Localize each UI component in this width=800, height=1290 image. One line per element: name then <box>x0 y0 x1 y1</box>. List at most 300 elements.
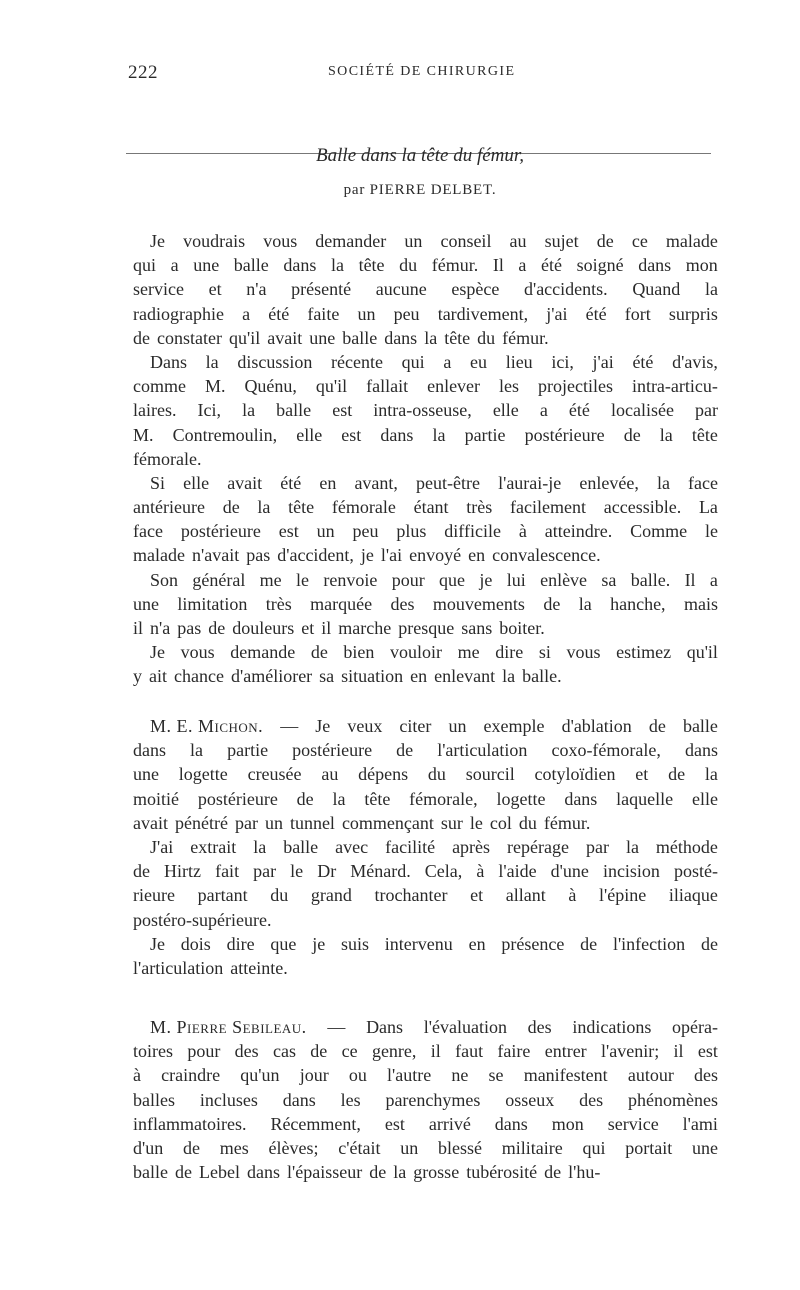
word: avec <box>335 836 369 857</box>
word: le <box>704 521 718 542</box>
word: balles <box>133 1089 175 1110</box>
word: élèves; <box>268 1137 319 1158</box>
word: étant <box>413 497 449 518</box>
word: la <box>242 400 256 421</box>
paragraph <box>133 1015 718 1184</box>
word: avant, <box>354 472 398 493</box>
word: de <box>183 1137 200 1158</box>
word: n'avait <box>191 545 240 566</box>
word: postéro-supérieure. <box>133 909 272 930</box>
word: limitation <box>177 593 248 614</box>
word: indications <box>572 1017 652 1037</box>
word: je <box>479 569 493 590</box>
word: du <box>399 255 418 276</box>
paragraph <box>133 640 718 688</box>
body-text-michon <box>133 714 718 980</box>
word: été <box>632 351 654 372</box>
word: plus <box>396 521 427 542</box>
text-line <box>133 277 718 301</box>
word: dans <box>684 740 718 761</box>
word: de <box>596 231 614 251</box>
word: faut <box>455 1041 484 1062</box>
text-line <box>133 640 718 664</box>
word: l'ami <box>682 1113 718 1134</box>
word: la <box>257 497 271 518</box>
word: Dans <box>150 351 187 372</box>
word: trochanter <box>374 885 448 906</box>
word: boiter. <box>499 618 545 638</box>
word: opéra- <box>672 1017 718 1037</box>
word: peu <box>352 521 379 542</box>
word: extrait <box>190 836 237 857</box>
word: des <box>390 593 415 614</box>
word: mouvements <box>432 593 525 614</box>
word: fémur. <box>502 327 549 348</box>
word: d'un <box>133 1137 164 1158</box>
word: radiographie <box>133 303 224 324</box>
word: ou <box>348 1065 367 1086</box>
word: Ici, <box>197 400 222 421</box>
word: partie <box>227 740 269 761</box>
word: espèce <box>451 279 500 300</box>
word: balle. <box>522 666 562 687</box>
word: difficile <box>444 521 501 542</box>
text-line <box>133 859 718 883</box>
word: soigné <box>576 255 624 276</box>
word: Lebel <box>198 1162 240 1183</box>
word: elle <box>296 424 323 445</box>
word: enlevant <box>434 666 496 687</box>
word: méthode <box>655 836 718 857</box>
word: en <box>468 933 486 954</box>
word: bien <box>343 642 375 663</box>
word: toires <box>133 1041 173 1062</box>
text-line <box>133 762 718 786</box>
word: balle <box>342 327 378 348</box>
word: a <box>242 303 251 324</box>
word: Je <box>315 716 331 736</box>
word: Si <box>150 472 166 493</box>
word: il <box>673 1041 684 1062</box>
word: le <box>469 812 483 833</box>
text-line <box>133 932 718 956</box>
word: arrivé <box>428 1113 471 1134</box>
word: je <box>312 933 326 954</box>
word: col <box>489 812 512 833</box>
word: une <box>133 764 159 785</box>
word: par <box>253 861 277 882</box>
word: logette <box>178 764 228 785</box>
word: tête <box>444 327 471 348</box>
word: tête <box>691 424 718 445</box>
word: Dans <box>366 1017 404 1037</box>
word: d'avis, <box>672 351 718 372</box>
text-line <box>133 447 718 471</box>
word: qu'il <box>228 327 261 348</box>
word: presque <box>398 618 455 638</box>
word: mon <box>551 1113 584 1134</box>
text-line <box>133 519 718 543</box>
word: j'ai <box>546 303 568 324</box>
word: Son <box>150 569 179 590</box>
word: des <box>579 1089 604 1110</box>
word: fémorale. <box>133 448 202 469</box>
word: qui <box>582 1137 606 1158</box>
word: manifestent <box>523 1065 608 1086</box>
word: n'a <box>246 279 267 300</box>
word: les <box>340 1089 361 1110</box>
word: jour <box>299 1065 329 1086</box>
word: constater <box>157 327 222 348</box>
word: dans <box>282 1089 316 1110</box>
word: enlève <box>540 569 588 590</box>
text-line <box>133 398 718 422</box>
word: et <box>470 885 484 906</box>
word: Je <box>150 933 165 954</box>
paragraph <box>133 714 718 835</box>
word: cas <box>272 1041 296 1062</box>
word: demander <box>315 231 387 251</box>
word: pas <box>177 618 202 638</box>
body-text-sebileau <box>133 1015 718 1184</box>
word: de <box>222 497 240 518</box>
word: voudrais <box>183 231 246 251</box>
word: elle <box>492 400 519 421</box>
word: l'épine <box>599 885 647 906</box>
word: d'accidents. <box>523 279 608 300</box>
word: repérage <box>507 836 569 857</box>
word: Il <box>684 569 696 590</box>
word: la <box>625 836 639 857</box>
word: elle <box>691 788 718 809</box>
word: l'évaluation <box>423 1017 507 1037</box>
word: sourcil <box>465 764 515 785</box>
paragraph <box>133 471 718 568</box>
word: laires. <box>133 400 177 421</box>
word: été <box>585 303 607 324</box>
word: par <box>695 400 718 421</box>
word: de <box>310 1041 328 1062</box>
word: craindre <box>161 1065 221 1086</box>
word: autour <box>627 1065 674 1086</box>
speaker-name: M. E. Michon. <box>150 716 264 736</box>
word: au <box>509 231 527 251</box>
text-line <box>133 1088 718 1112</box>
word: y <box>133 666 142 687</box>
word: veux <box>347 716 383 736</box>
text-line <box>133 616 718 640</box>
word: c'était <box>338 1137 381 1158</box>
word: M. <box>204 376 226 397</box>
word: l'hu- <box>568 1162 601 1183</box>
word: l'ai <box>380 545 403 566</box>
word: été <box>568 400 590 421</box>
word: à <box>476 861 485 882</box>
text-line <box>133 374 718 398</box>
word: Quand <box>632 279 681 300</box>
word: balle. <box>630 569 671 590</box>
word: demande <box>230 642 296 663</box>
word: sa <box>319 666 335 687</box>
text-line <box>133 1160 718 1184</box>
word: Comme <box>630 521 688 542</box>
word: fait <box>215 861 240 882</box>
word: renvoie <box>323 569 378 590</box>
word: vous <box>566 642 601 663</box>
word: une <box>309 327 336 348</box>
word: qui <box>133 255 157 276</box>
word: de <box>580 933 598 954</box>
word: balle <box>682 716 718 736</box>
word: enlever <box>427 376 481 397</box>
word: de <box>310 642 328 663</box>
word: coxo-fémorale, <box>551 740 661 761</box>
word: peut-être <box>416 472 480 493</box>
paragraph <box>133 932 718 980</box>
word: conseil <box>440 231 492 251</box>
page-header <box>126 56 711 88</box>
word: l'infection <box>612 933 686 954</box>
text-line <box>133 326 718 350</box>
word: malade <box>665 231 718 251</box>
word: un <box>400 1137 419 1158</box>
word: été <box>280 472 302 493</box>
word: est <box>332 400 353 421</box>
word: Récemment, <box>270 1113 361 1134</box>
word: Hirtz <box>164 861 202 882</box>
word: tubérosité <box>466 1162 538 1183</box>
word: tardivement, <box>437 303 529 324</box>
word: en <box>319 472 337 493</box>
word: vouloir <box>390 642 443 663</box>
word: citer <box>399 716 432 736</box>
paragraph <box>133 835 718 932</box>
word: dans <box>494 1113 528 1134</box>
word: tête <box>364 788 391 809</box>
word: estimez <box>616 642 672 663</box>
word: chance <box>174 666 224 687</box>
word: tête <box>358 255 385 276</box>
word: du <box>270 885 289 906</box>
word: lieu <box>505 351 533 372</box>
word: dans <box>283 255 317 276</box>
word: posté- <box>673 861 718 882</box>
text-line <box>133 956 718 980</box>
word: me <box>457 642 480 663</box>
word: les <box>499 376 520 397</box>
word: la <box>332 788 346 809</box>
text-line <box>133 253 718 277</box>
word: Ménard. <box>350 861 411 882</box>
word: dépens <box>358 764 409 785</box>
word: Il <box>492 255 504 276</box>
word: sans <box>461 618 493 638</box>
word: aucune <box>375 279 427 300</box>
word: hanche, <box>610 593 666 614</box>
word: intra-osseuse, <box>373 400 472 421</box>
word: des <box>234 1041 259 1062</box>
word: été <box>268 303 290 324</box>
text-line <box>133 1136 718 1160</box>
text-line <box>133 423 718 447</box>
article-title: Balle dans la tête du fémur, <box>316 145 524 166</box>
word: des <box>527 1017 552 1037</box>
word: Contremoulin, <box>172 424 278 445</box>
page-number: 222 <box>128 62 158 83</box>
word: elle <box>183 472 210 493</box>
word: de <box>296 788 314 809</box>
text-line <box>133 471 718 495</box>
word: pénétré <box>174 812 228 833</box>
word: phénomènes <box>627 1089 718 1110</box>
word: la <box>502 666 516 687</box>
paragraph <box>133 350 718 471</box>
word: cotyloïdien <box>534 764 616 785</box>
word: dire <box>226 933 255 954</box>
text-line <box>133 835 718 859</box>
word: par <box>234 812 258 833</box>
word: postérieure <box>180 521 261 542</box>
word: et <box>208 279 222 300</box>
paragraph <box>133 229 718 350</box>
word: fémur. <box>543 812 591 833</box>
word: peu <box>393 303 420 324</box>
word: été <box>541 255 562 276</box>
word: surpris <box>668 303 718 324</box>
word: présence <box>501 933 565 954</box>
word: dire <box>495 642 524 663</box>
word: parenchymes <box>385 1089 481 1110</box>
text-line <box>133 568 718 592</box>
word: de <box>133 327 150 348</box>
word: sa <box>601 569 617 590</box>
word: projectiles <box>537 376 613 397</box>
word: genre, <box>371 1041 417 1062</box>
running-title: SOCIÉTÉ DE CHIRURGIE <box>328 64 516 79</box>
speaker-name: M. Pierre Sebileau. <box>150 1017 307 1037</box>
word: partant <box>197 885 248 906</box>
word: un <box>316 521 335 542</box>
text-line <box>133 350 718 374</box>
word: au <box>321 764 339 785</box>
word: l'aide <box>498 861 537 882</box>
word: récente <box>331 351 383 372</box>
text-line <box>133 592 718 616</box>
word: moitié <box>133 788 179 809</box>
word: a <box>539 400 548 421</box>
word: La <box>698 497 718 518</box>
word: un <box>264 812 283 833</box>
word: la <box>704 764 718 785</box>
word: atteindre. <box>544 521 613 542</box>
word: grand <box>310 885 352 906</box>
word: la <box>578 593 592 614</box>
word: ce <box>341 1041 358 1062</box>
word: mais <box>683 593 718 614</box>
word: intra-articu- <box>631 376 718 397</box>
word: est <box>697 1041 718 1062</box>
word: l'autre <box>387 1065 432 1086</box>
word: dans <box>246 1162 280 1183</box>
text-line <box>133 1015 718 1039</box>
word: a <box>518 255 527 276</box>
word: marche <box>338 618 392 638</box>
word: qui <box>401 351 425 372</box>
word: avait <box>267 327 303 348</box>
word: Je <box>150 231 165 251</box>
word: et <box>301 618 315 638</box>
word: fallait <box>366 376 409 397</box>
word: du <box>518 812 537 833</box>
word: faire <box>497 1041 531 1062</box>
word: d'améliorer <box>230 666 313 687</box>
word: postérieure <box>524 424 605 445</box>
word: entrer <box>544 1041 587 1062</box>
word: postérieure <box>292 740 373 761</box>
word: Dr <box>317 861 337 882</box>
word: balle <box>233 255 269 276</box>
word: mes <box>219 1137 249 1158</box>
word: présenté <box>291 279 352 300</box>
word: facilité <box>385 836 436 857</box>
word: à <box>133 1065 141 1086</box>
word: service <box>133 279 184 300</box>
word: postérieure <box>197 788 278 809</box>
word: à <box>518 521 527 542</box>
word: balle <box>276 400 312 421</box>
text-line <box>133 1039 718 1063</box>
word: face <box>688 472 718 493</box>
word: de <box>544 1162 562 1183</box>
word: se <box>488 1065 504 1086</box>
word: et <box>635 764 649 785</box>
word: la <box>393 1162 407 1183</box>
word: incision <box>602 861 660 882</box>
word: la <box>190 740 204 761</box>
word: un <box>448 716 467 736</box>
text-line <box>133 543 718 567</box>
word: de <box>700 933 718 954</box>
word: il <box>133 618 144 638</box>
word: du <box>427 764 446 785</box>
word: n'a <box>150 618 171 638</box>
word: Je <box>150 642 165 663</box>
word: balle <box>133 1162 168 1183</box>
word: accessible. <box>603 497 682 518</box>
text-line <box>133 302 718 326</box>
word: très <box>466 497 493 518</box>
word: marquée <box>310 593 373 614</box>
word: osseux <box>505 1089 555 1110</box>
word: dans <box>380 424 414 445</box>
word: ait <box>149 666 167 687</box>
word: malade <box>133 545 185 566</box>
word: atteinte. <box>230 957 288 978</box>
word: que <box>439 569 466 590</box>
text-line <box>133 787 718 811</box>
word: allant <box>505 885 546 906</box>
word: fémur. <box>431 255 479 276</box>
word: en <box>410 666 428 687</box>
word: de <box>668 764 686 785</box>
word: a <box>709 569 718 590</box>
word: balle <box>283 836 319 857</box>
word: de <box>133 861 150 882</box>
word: la <box>330 255 344 276</box>
word: de <box>543 593 561 614</box>
word: la <box>253 836 267 857</box>
word: une <box>193 255 220 276</box>
